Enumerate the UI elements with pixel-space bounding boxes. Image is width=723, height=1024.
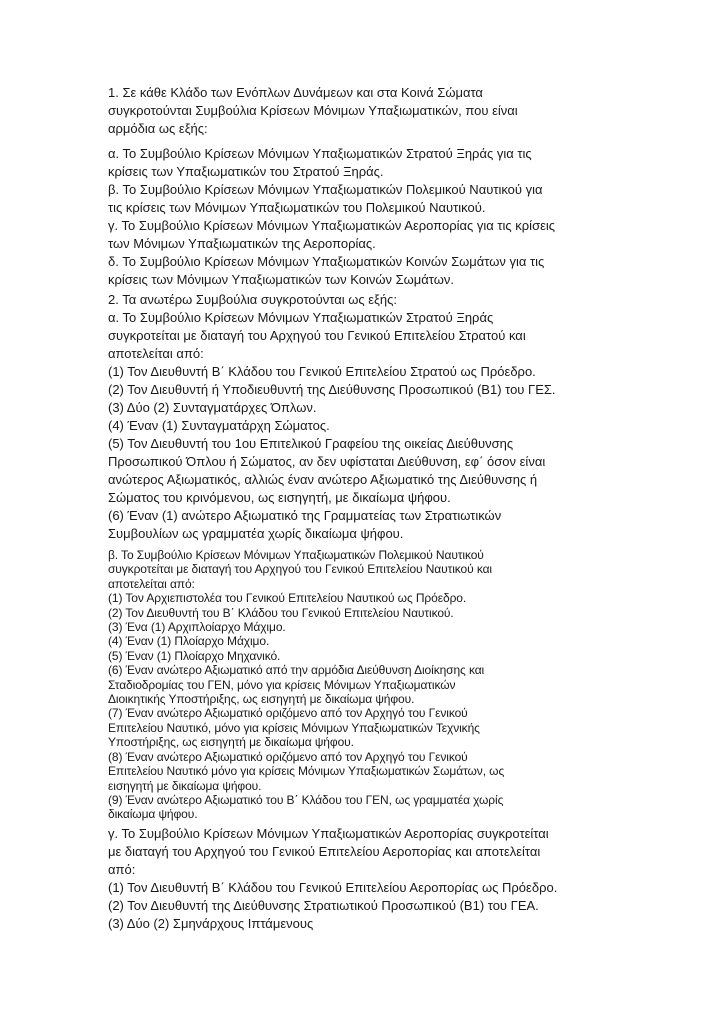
text-line: (3) Ένα (1) Αρχιπλοίαρχο Μάχιμο. (108, 620, 286, 635)
text-line: Υποστήριξης, ως εισηγητή με δικαίωμα ψήφου. (108, 735, 354, 750)
paragraph-airforce-council (108, 825, 628, 933)
text-line: (1) Τον Διευθυντή Β΄ Κλάδου του Γενικού Επιτελείου Αεροπορίας ως Πρόεδρο. (108, 880, 558, 895)
text-line: (5) Τον Διευθυντή του 1ου Επιτελικού Γραφείου της οικείας Διεύθυνσης (108, 436, 514, 451)
text-line: Διοικητικής Υποστήριξης, ως εισηγητή με δικαίωμα ψήφου. (108, 692, 415, 707)
text-line: ανώτερος Αξιωματικός, αλλιώς έναν ανώτερο Αξιωματικό της Διεύθυνσης ή (108, 472, 538, 487)
text-line: γ. Το Συμβούλιο Κρίσεων Μόνιμων Υπαξιωματικών Αεροπορίας για τις κρίσεις (108, 218, 556, 233)
text-line: τις κρίσεις των Μόνιμων Υπαξιωματικών του Πολεμικού Ναυτικού. (108, 200, 486, 215)
text-line: αποτελείται από: (108, 576, 195, 591)
text-line: (8) Έναν ανώτερο Αξιωματικό οριζόμενο από τον Αρχηγό του Γενικού (108, 749, 468, 764)
paragraph-councils-list (108, 145, 628, 289)
text-line: (2) Τον Διευθυντή της Διεύθυνσης Στρατιωτικού Προσωπικού (Β1) του ΓΕΑ. (108, 898, 539, 913)
text-line: β. Το Συμβούλιο Κρίσεων Μόνιμων Υπαξιωματικών Πολεμικού Ναυτικού (108, 548, 484, 562)
text-line: α. Το Συμβούλιο Κρίσεων Μόνιμων Υπαξιωματικών Στρατού Ξηράς για τις (108, 146, 532, 161)
paragraph-1 (108, 84, 628, 138)
text-line: (2) Τον Διευθυντή ή Υποδιευθυντή της Διεύθυνσης Προσωπικού (Β1) του ΓΕΣ. (108, 382, 556, 397)
text-line: δικαίωμα ψήφου. (108, 807, 198, 822)
text-line: Σώματος του κρινόμενου, ως εισηγητή, με δικαίωμα ψήφου. (108, 490, 451, 505)
text-line: (7) Έναν ανώτερο Αξιωματικό οριζόμενο από τον Αρχηγό του Γενικού (108, 706, 468, 721)
text-line: Συμβουλίων ως γραμματέα χωρίς δικαίωμα ψήφου. (108, 526, 404, 541)
text-line: κρίσεις των Υπαξιωματικών του Στρατού Ξηράς. (108, 164, 384, 179)
text-line: (9) Έναν ανώτερο Αξιωματικό του Β΄ Κλάδου του ΓΕΝ, ως γραμματέα χωρίς (108, 792, 504, 807)
text-line: από: (108, 862, 136, 877)
text-line: συγκροτείται με διαταγή του Αρχηγού του Γενικού Επιτελείου Στρατού και (108, 328, 526, 343)
text-line: (1) Τον Διευθυντή Β΄ Κλάδου του Γενικού Επιτελείου Στρατού ως Πρόεδρο. (108, 364, 536, 379)
text-line: (6) Έναν ανώτερο Αξιωματικό από την αρμόδια Διεύθυνση Διοίκησης και (108, 663, 485, 678)
text-line: κρίσεις των Μόνιμων Υπαξιωματικών των Κοινών Σωμάτων. (108, 272, 455, 287)
paragraph-2-army-council (108, 291, 628, 543)
text-line: εισηγητή με δικαίωμα ψήφου. (108, 778, 262, 793)
text-line: δ. Το Συμβούλιο Κρίσεων Μόνιμων Υπαξιωματικών Κοινών Σωμάτων για τις (108, 254, 545, 269)
text-line: Επιτελείου Ναυτικό μόνο για κρίσεις Μόνιμων Υπαξιωματικών Σωμάτων, ως (108, 764, 505, 779)
text-line: Προσωπικού Όπλου ή Σώματος, αν δεν υφίσταται Διεύθυνση, εφ΄ όσον είναι (108, 454, 546, 469)
text-line: αρμόδια ως εξής: (108, 121, 208, 136)
text-line: συγκροτούνται Συμβούλια Κρίσεων Μόνιμων Υπαξιωματικών, που είναι (108, 103, 518, 118)
text-line: με διαταγή του Αρχηγού του Γενικού Επιτελείου Αεροπορίας και αποτελείται (108, 844, 541, 859)
text-line: (3) Δύο (2) Συνταγματάρχες Όπλων. (108, 400, 317, 415)
text-line: α. Το Συμβούλιο Κρίσεων Μόνιμων Υπαξιωματικών Στρατού Ξηράς (108, 310, 494, 325)
text-line: (4) Έναν (1) Συνταγματάρχη Σώματος. (108, 418, 330, 433)
text-line: (5) Έναν (1) Πλοίαρχο Μηχανικό. (108, 648, 281, 663)
text-line: Σταδιοδρομίας του ΓΕΝ, μόνο για κρίσεις Μόνιμων Υπαξιωματικών (108, 677, 456, 692)
text-line: (2) Τον Διευθυντή του Β΄ Κλάδου του Γενικού Επιτελείου Ναυτικού. (108, 605, 454, 620)
text-line: Επιτελείου Ναυτικό, μόνο για κρίσεις Μόνιμων Υπαξιωματικών Τεχνικής (108, 720, 480, 735)
paragraph-navy-council (108, 548, 628, 822)
text-line: των Μόνιμων Υπαξιωματικών της Αεροπορίας. (108, 236, 376, 251)
text-line: 1. Σε κάθε Κλάδο των Ενόπλων Δυνάμεων και στα Κοινά Σώματα (108, 85, 483, 100)
text-line: β. Το Συμβούλιο Κρίσεων Μόνιμων Υπαξιωματικών Πολεμικού Ναυτικού για (108, 182, 543, 197)
text-line: 2. Τα ανωτέρω Συμβούλια συγκροτούνται ως εξής: (108, 292, 397, 307)
text-line: γ. Το Συμβούλιο Κρίσεων Μόνιμων Υπαξιωματικών Αεροπορίας συγκροτείται (108, 826, 549, 841)
text-line: (3) Δύο (2) Σμηνάρχους Ιπτάμενους (108, 916, 314, 931)
text-line: (1) Τον Αρχιεπιστολέα του Γενικού Επιτελείου Ναυτικού ως Πρόεδρο. (108, 591, 467, 606)
text-line: (4) Έναν (1) Πλοίαρχο Μάχιμο. (108, 634, 270, 649)
text-line: (6) Έναν (1) ανώτερο Αξιωματικό της Γραμματείας των Στρατιωτικών (108, 508, 502, 523)
text-line: αποτελείται από: (108, 346, 204, 361)
text-line: συγκροτείται με διαταγή του Αρχηγού του Γενικού Επιτελείου Ναυτικού και (108, 562, 492, 577)
